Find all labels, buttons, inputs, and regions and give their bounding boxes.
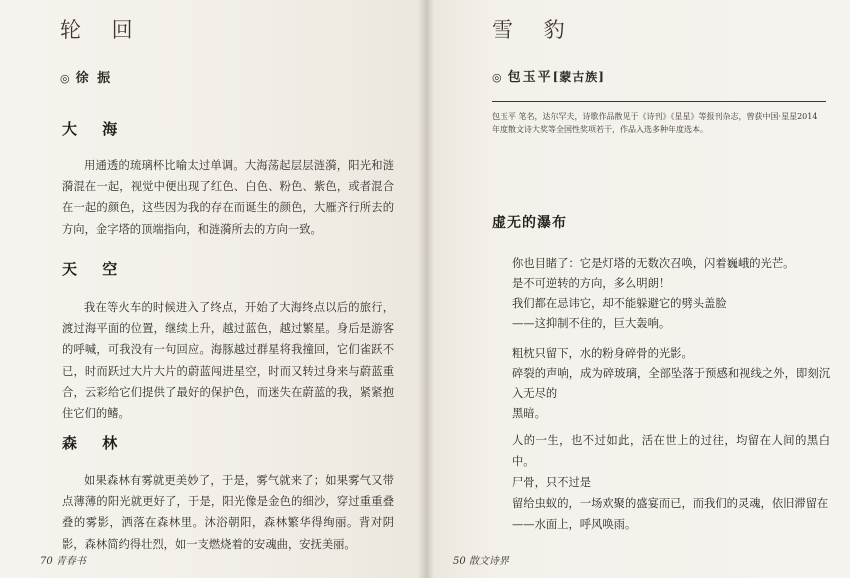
- poem-line: 你也目睹了：它是灯塔的无数次召唤，闪着巍峨的光芒。: [512, 257, 795, 270]
- section-heading-sea: 大 海: [62, 120, 128, 138]
- poem-line: ——这抑制不住的，巨大轰响。: [512, 317, 671, 330]
- right-page-title: 雪 豹: [492, 18, 577, 42]
- right-page-footer: 50 散文诗界: [453, 556, 509, 567]
- section-paragraph-sky: 我在等火车的时候进入了终点，开始了大海终点以后的旅行，渡过海平面的位置，继续上升，越过蓝色，越过繁星。身后是游客的呼喊，可我没有一句回应。海豚越过群星将我撞回，它们雀跃不已，时而跃过大片大片的蔚蓝闯进星空，时而又转过身来与蔚蓝重合，云彩给它们提供了最好的保护色，而迷失在蔚蓝的我，紧紧抱住它们的鳍。: [62, 301, 394, 421]
- left-author-name: 徐 振: [75, 71, 113, 86]
- poem-title: 虚无的瀑布: [492, 215, 567, 231]
- poem-stanza-1: [512, 254, 830, 334]
- poem-line: 碎裂的声响，成为碎玻璃，全部坠落于预感和视线之外，即刻沉入无尽的: [512, 367, 830, 400]
- poem-line: 留给虫蚁的，一场欢聚的盛宴而已，而我们的灵魂，依旧滞留在: [512, 497, 829, 510]
- poem-stanza-3: [512, 430, 830, 535]
- left-author: [60, 67, 112, 86]
- left-page-footer: 70 青春书: [40, 556, 86, 567]
- section-paragraph-sea: 用通透的琉璃杯比喻太过单调。大海荡起层层涟漪，阳光和涟漪混在一起，视觉中便出现了红色、白色、粉色、紫色，或者混合在一起的颜色，这些因为我的存在而诞生的颜色，大雁齐行所去的方向，金字塔的顶端指向，和涟漪所去的方向一致。: [62, 159, 394, 236]
- right-author-name: 包玉平: [507, 70, 553, 85]
- poem-line: 粗枕只留下，水的粉身碎骨的光影。: [512, 347, 693, 360]
- bio-divider: [492, 101, 826, 102]
- poem-line: 黑暗。: [512, 407, 546, 420]
- right-author-ethnicity: [蒙古族]: [552, 70, 605, 84]
- poem-line: 人的一生，也不过如此，活在世上的过往，均留在人间的黑白中。: [512, 434, 830, 468]
- poem-line: ——水面上，呼风唤雨。: [512, 518, 637, 531]
- author-bio: 包玉平 笔名，达尔罕夫，诗歌作品散见于《诗刊》《星星》等报刊杂志，曾获中国·星星2014年度散文诗大奖等全国性奖项若干，作品入选多种年度选本。: [492, 112, 818, 134]
- left-page-title: 轮 回: [60, 18, 145, 42]
- poem-line: 是不可逆转的方向，多么明朗！: [512, 277, 671, 290]
- book-gutter: [418, 0, 434, 578]
- section-heading-forest: 森 林: [62, 434, 128, 452]
- section-paragraph-forest: 如果森林有雾就更美妙了，于是，雾气就来了；如果雾气又带点薄薄的阳光就更好了，于是，阳光像是金色的细沙，穿过重重叠叠的雾影，洒落在森林里。沐浴朝阳，森林繁华得绚丽。背对阴影，森林简约得壮烈，如一支燃烧着的安魂曲，安抚美丽。: [62, 474, 394, 551]
- bullet-circle-icon: ◎: [60, 72, 72, 85]
- section-heading-sky: 天 空: [62, 260, 128, 278]
- bullet-circle-icon: ◎: [492, 71, 504, 84]
- poem-line: 尸骨，只不过是: [512, 476, 592, 489]
- poem-line: 我们都在忌讳它，却不能躲避它的劈头盖脸: [512, 297, 727, 310]
- right-author: [492, 66, 605, 85]
- poem-stanza-2: [512, 344, 830, 424]
